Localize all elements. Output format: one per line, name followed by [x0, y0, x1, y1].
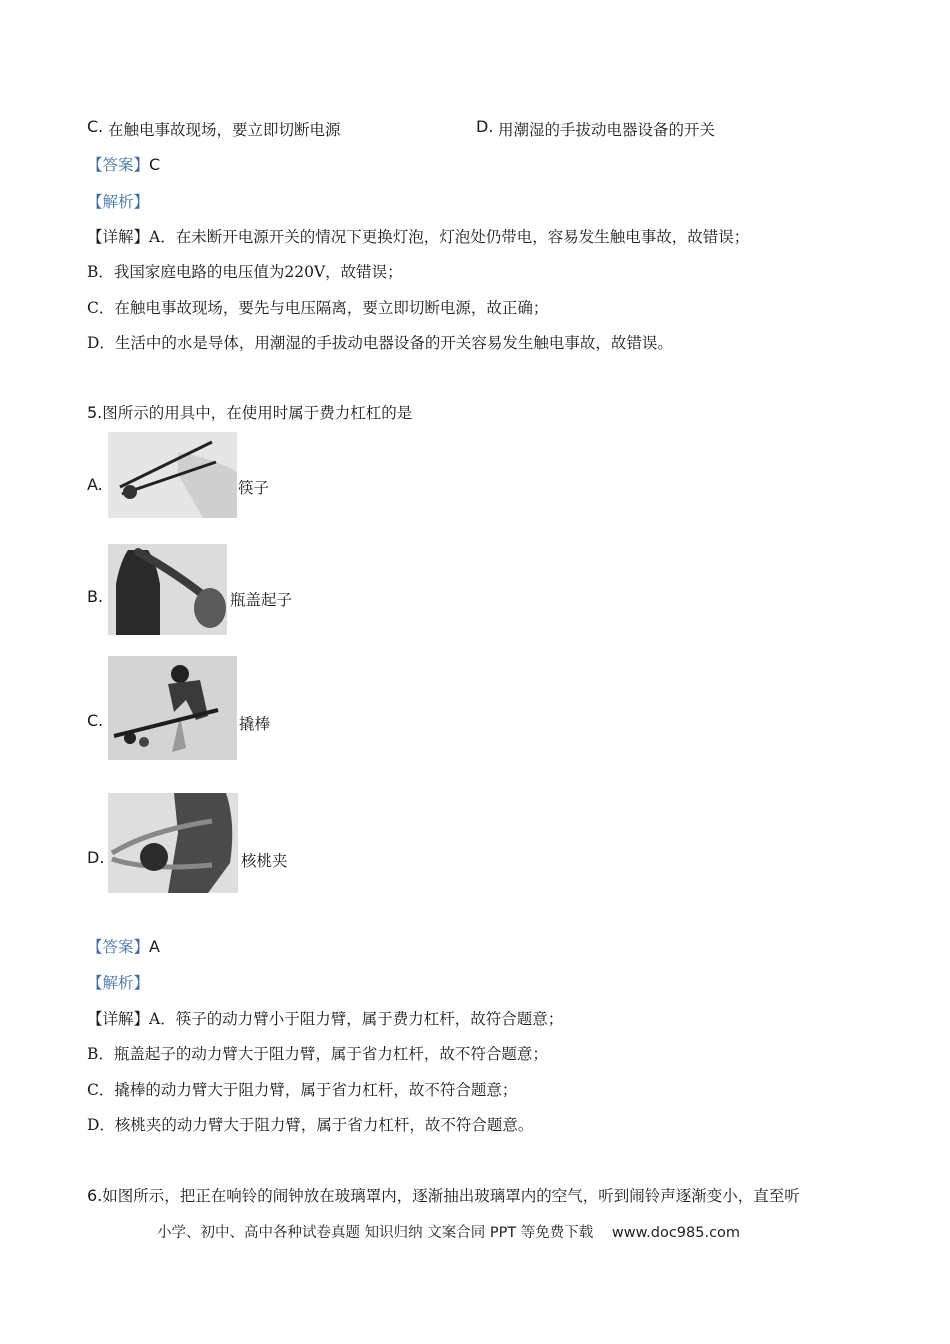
analysis-tag-q5: 【解析】 — [87, 974, 150, 992]
footer-url[interactable]: www.doc985.com — [611, 1225, 741, 1241]
option-d-letter: D. — [476, 117, 494, 136]
question-number: 5. — [87, 403, 103, 422]
bottle-opener-photo — [108, 544, 227, 635]
answer-value: C — [149, 155, 161, 174]
option-b-label: 瓶盖起子 — [230, 591, 293, 609]
page-footer — [157, 1221, 740, 1242]
answer-tag: 【答案】 — [87, 156, 150, 174]
option-c-label-q5: 撬棒 — [239, 715, 271, 733]
option-d-letter-q5: D. — [87, 848, 105, 867]
explanation-line-q5-d: D．核桃夹的动力臂大于阻力臂，属于省力杠杆，故不符合题意。 — [87, 1116, 534, 1134]
option-d-text: 用潮湿的手拔动电器设备的开关 — [498, 121, 716, 139]
answer-line-q4 — [87, 153, 160, 175]
question-text: 图所示的用具中，在使用时属于费力杠杠的是 — [102, 404, 413, 422]
option-c-letter: C. — [87, 117, 104, 136]
explanation-line-q4-d: D．生活中的水是导体，用潮湿的手拔动电器设备的开关容易发生触电事故，故错误。 — [87, 334, 673, 352]
detail-line-q4: 【详解】A．在未断开电源开关的情况下更换灯泡，灯泡处仍带电，容易发生触电事故，故错误； — [87, 228, 750, 246]
option-b-letter: B. — [87, 587, 104, 606]
question-text: 如图所示，把正在响铃的闹钟放在玻璃罩内，逐渐抽出玻璃罩内的空气，听到闹铃声逐渐变小，直至听 — [102, 1187, 800, 1205]
option-d-label-q5: 核桃夹 — [241, 852, 288, 870]
question-number: 6. — [87, 1186, 103, 1205]
option-a-letter: A. — [87, 475, 103, 494]
option-a-label: 筷子 — [238, 479, 270, 497]
detail-line-q5: 【详解】A．筷子的动力臂小于阻力臂，属于费力杠杆，故符合题意； — [87, 1010, 564, 1028]
option-c-letter-q5: C. — [87, 711, 104, 730]
option-c-text: 在触电事故现场，要立即切断电源 — [108, 121, 341, 139]
explanation-line-q5-b: B．瓶盖起子的动力臂大于阻力臂，属于省力杠杆，故不符合题意； — [87, 1045, 548, 1063]
question-5-stem — [87, 401, 412, 423]
analysis-tag-q4: 【解析】 — [87, 193, 150, 211]
crowbar-photo — [108, 656, 237, 760]
explanation-line-q4-c: C．在触电事故现场，要先与电压隔离，要立即切断电源，故正确； — [87, 299, 549, 317]
nutcracker-photo — [108, 793, 238, 893]
answer-line-q5 — [87, 935, 160, 957]
answer-value: A — [149, 937, 160, 956]
chopsticks-photo — [108, 432, 237, 518]
explanation-line-q4-b: B．我国家庭电路的电压值为220V，故错误； — [87, 263, 403, 281]
explanation-line-q5-c: C．撬棒的动力臂大于阻力臂，属于省力杠杆，故不符合题意； — [87, 1081, 518, 1099]
question-6-stem — [87, 1184, 800, 1206]
answer-tag: 【答案】 — [87, 938, 150, 956]
footer-text: 小学、初中、高中各种试卷真题 知识归纳 文案合同 PPT 等免费下载 — [157, 1225, 594, 1241]
